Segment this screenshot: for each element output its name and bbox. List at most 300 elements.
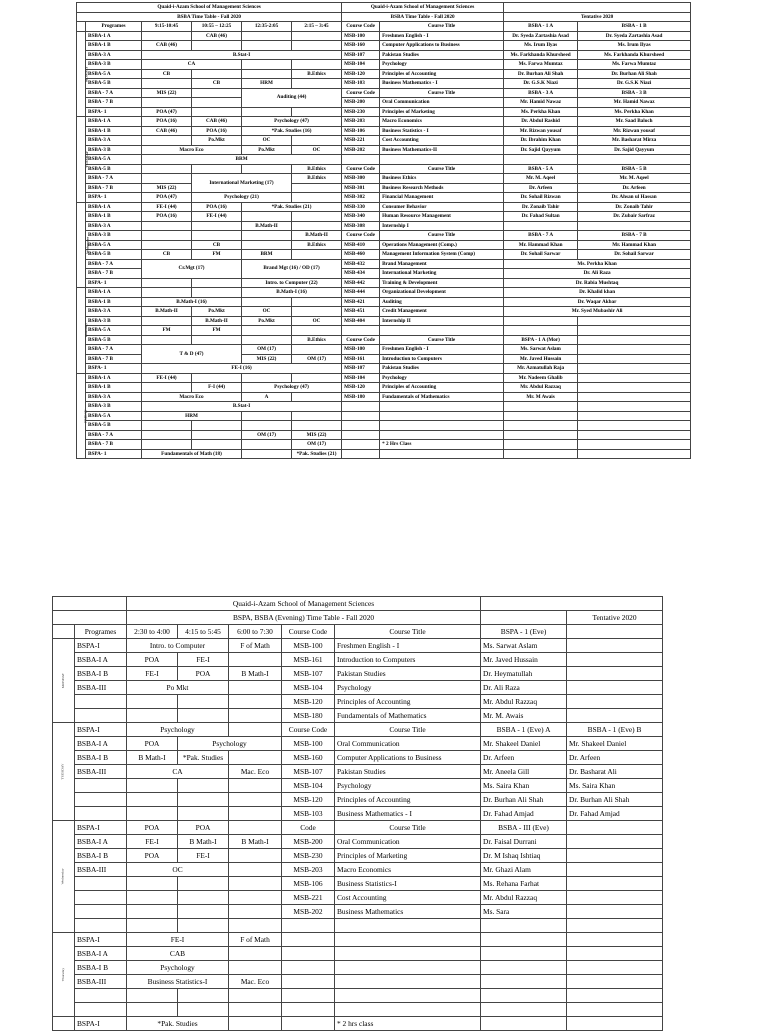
time-slot-header: 2:15 – 3:45: [292, 22, 342, 32]
class-cell: [242, 411, 292, 421]
course-title: Business Research Methods: [380, 183, 504, 193]
class-cell: [178, 1003, 229, 1017]
instructor: Dr. Waqar Akbar: [504, 297, 691, 307]
instructor: Mr. Shakeel Daniel: [481, 737, 567, 751]
class-cell: MIS (22): [142, 88, 192, 98]
course-title: Business Mathematics - I: [380, 79, 504, 89]
class-cell: [142, 278, 192, 288]
instructor: Mr. Syed Mubashir Ali: [504, 307, 691, 317]
instructor: Ms. Rehana Farhat: [481, 877, 567, 891]
class-cell: [229, 807, 282, 821]
instructor: [481, 947, 567, 961]
table-row: [77, 288, 691, 298]
class-cell: [229, 989, 282, 1003]
class-cell: [127, 793, 178, 807]
program-cell: BSBA-5 A: [86, 155, 142, 165]
course-code: Course Code: [342, 88, 380, 98]
class-cell: Po.Mkt: [192, 307, 242, 317]
table-row: [77, 345, 691, 355]
instructor: [578, 449, 691, 459]
instructor: Dr. Sohail Sarwar: [504, 250, 578, 260]
table-row: [53, 863, 663, 877]
class-cell: [229, 723, 282, 737]
class-cell: T & D (47): [142, 345, 242, 364]
time-slot-header: 10:55 – 12:25: [192, 22, 242, 32]
course-title: Oral Communication: [335, 737, 481, 751]
class-cell: [292, 79, 342, 89]
class-cell: Brand Mgt (16) / OD (17): [242, 259, 342, 278]
instructor: [567, 863, 663, 877]
course-title: Introduction to Computers: [335, 653, 481, 667]
program-cell: BSBA-1 A: [86, 31, 142, 41]
course-title: Oral Communication: [335, 835, 481, 849]
class-cell: [292, 373, 342, 383]
program-cell: BSBA-1 B: [86, 126, 142, 136]
course-title: Oral Communication: [380, 98, 504, 108]
instructor: Dr. Khalid khan: [504, 288, 691, 298]
course-code: [342, 440, 380, 450]
program-cell: BSPA- 1: [86, 278, 142, 288]
program-cell: [75, 891, 127, 905]
course-title: Cost Accounting: [335, 891, 481, 905]
course-title: Macro Economics: [380, 117, 504, 127]
table-row: [77, 326, 691, 336]
table-row: [77, 440, 691, 450]
class-cell: Po Mkt: [127, 681, 229, 695]
table-row: [77, 297, 691, 307]
class-cell: B.Ethics: [292, 240, 342, 250]
class-cell: [242, 240, 292, 250]
table-subtitle: BSPA, BSBA (Evening) Time Table - Fall 2020: [127, 611, 481, 625]
course-title: * 2 Hrs Class: [380, 440, 504, 450]
course-code: [342, 326, 380, 336]
course-header: BSBA - 1 A: [504, 22, 578, 32]
class-cell: [178, 877, 229, 891]
instructor: Ms. Perkha Khan: [504, 259, 691, 269]
class-cell: OM (17): [292, 440, 342, 450]
table-row: [53, 681, 663, 695]
table-row: [77, 193, 691, 203]
table-row: [77, 335, 691, 345]
table-row: [77, 278, 691, 288]
class-cell: [142, 174, 192, 184]
class-cell: [178, 709, 229, 723]
course-code: MSB-106: [282, 877, 335, 891]
table-row: [77, 383, 691, 393]
instructor: BSBA - III (Eve): [481, 821, 567, 835]
instructor: [578, 364, 691, 374]
class-cell: [292, 183, 342, 193]
table-row: [53, 737, 663, 751]
table-row: [77, 107, 691, 117]
day-label-text: Thursday: [84, 322, 89, 338]
class-cell: [229, 779, 282, 793]
class-cell: [178, 779, 229, 793]
program-cell: BSBA-3 A: [86, 307, 142, 317]
instructor: Mr. M. Awais: [481, 709, 567, 723]
program-cell: BSBA - 7 B: [86, 269, 142, 279]
class-cell: CB: [142, 69, 192, 79]
program-cell: BSBA-I A: [75, 835, 127, 849]
course-code: [282, 919, 335, 933]
table-row: [53, 1017, 663, 1031]
course-title: [335, 1003, 481, 1017]
course-code: MSB-221: [342, 136, 380, 146]
program-cell: BSBA-5 A: [86, 69, 142, 79]
class-cell: [229, 863, 282, 877]
instructor: Dr. Syeda Zartashia Asad: [578, 31, 691, 41]
class-cell: Macro Eco: [142, 145, 242, 155]
instructor: Mr. Abdul Razzaq: [504, 383, 578, 393]
evening-timetable: [52, 596, 663, 1031]
course-code: Code: [282, 821, 335, 835]
course-title: Business Mathematics: [335, 905, 481, 919]
class-cell: B Math-I: [127, 751, 178, 765]
table-row: [53, 821, 663, 835]
class-cell: FE-I (44): [142, 202, 192, 212]
class-cell: B.Math-II: [242, 221, 292, 231]
program-cell: BSBA - 7 A: [86, 430, 142, 440]
instructor: Dr. Burhan Ali Shah: [578, 69, 691, 79]
course-code: [342, 449, 380, 459]
course-title: Psychology: [335, 681, 481, 695]
table-row: [53, 667, 663, 681]
class-cell: [127, 695, 178, 709]
course-code: MSB-330: [342, 202, 380, 212]
program-cell: BSBA-I A: [75, 737, 127, 751]
class-cell: CAB: [127, 947, 229, 961]
program-cell: BSBA-1 A: [86, 202, 142, 212]
class-cell: Psychology (21): [192, 193, 292, 203]
course-code: MSB-404: [342, 316, 380, 326]
class-cell: POA: [178, 667, 229, 681]
course-title: Course Title: [380, 164, 504, 174]
course-title: Human Resource Management: [380, 212, 504, 222]
course-code: MSB-451: [342, 307, 380, 317]
table-row: [77, 392, 691, 402]
table-row: [53, 919, 663, 933]
instructor: Mr. Javed Hussain: [481, 653, 567, 667]
course-code: MSB-160: [282, 751, 335, 765]
instructor: Mr. Aneela Gill: [481, 765, 567, 779]
class-cell: Po.Mkt: [242, 145, 292, 155]
class-cell: [242, 326, 292, 336]
class-cell: [192, 221, 242, 231]
instructor: [567, 947, 663, 961]
class-cell: CAB (46): [192, 117, 242, 127]
course-title: Operations Management (Comp.): [380, 240, 504, 250]
course-code: MSB-180: [282, 709, 335, 723]
instructor: Dr. G.S.K Niazi: [578, 79, 691, 89]
program-cell: BSPA- 1: [86, 193, 142, 203]
course-code: Course Code: [342, 231, 380, 241]
day-label-text: Thursday: [60, 967, 65, 982]
class-cell: CAB (46): [142, 126, 192, 136]
course-code: MSB-120: [282, 695, 335, 709]
course-code: MSB-230: [282, 849, 335, 863]
class-cell: B Math-I: [229, 667, 282, 681]
column-header: 2:30 to 4:00: [127, 625, 178, 639]
instructor: [481, 975, 567, 989]
table-row: [77, 240, 691, 250]
class-cell: [242, 60, 292, 70]
class-cell: FE-I: [127, 667, 178, 681]
class-cell: [242, 69, 292, 79]
class-cell: [292, 136, 342, 146]
course-code: Course Code: [342, 335, 380, 345]
class-cell: [142, 221, 192, 231]
course-title: * 2 hrs class: [335, 1017, 481, 1031]
instructor: Dr. Arfeen: [567, 751, 663, 765]
class-cell: [292, 212, 342, 222]
class-cell: Psychology: [127, 723, 229, 737]
instructor: [578, 354, 691, 364]
column-header: Course Title: [335, 625, 481, 639]
course-title: Psychology: [335, 779, 481, 793]
instructor: Dr. Sohail Sarwar: [578, 250, 691, 260]
instructor: BSBA - 7 B: [578, 231, 691, 241]
program-cell: BSBA-5 B: [86, 335, 142, 345]
instructor: Mr. M Awais: [504, 392, 578, 402]
instructor: BSBA - 3 B: [578, 88, 691, 98]
instructor: Dr. Burhan Ali Shah: [481, 793, 567, 807]
class-cell: [242, 107, 292, 117]
course-code: [282, 1003, 335, 1017]
class-cell: [142, 316, 192, 326]
class-cell: *Pak. Studies: [127, 1017, 229, 1031]
class-cell: FE-I: [178, 653, 229, 667]
class-cell: [127, 905, 178, 919]
course-code: MSB-120: [282, 793, 335, 807]
instructor: Ms. Saira Khan: [567, 779, 663, 793]
class-cell: [142, 335, 192, 345]
table-row: [77, 31, 691, 41]
table-row: [53, 779, 663, 793]
class-cell: [292, 107, 342, 117]
class-cell: B.Math-II: [292, 231, 342, 241]
program-cell: BSPA- 1: [86, 364, 142, 374]
day-label: [77, 202, 90, 288]
class-cell: [242, 41, 292, 51]
class-cell: [229, 961, 282, 975]
course-code: [342, 430, 380, 440]
program-cell: [75, 877, 127, 891]
class-cell: [178, 695, 229, 709]
class-cell: Macro Eco: [142, 392, 242, 402]
class-cell: [242, 335, 292, 345]
class-cell: FE-I (44): [192, 212, 242, 222]
instructor: [578, 155, 691, 165]
class-cell: [229, 849, 282, 863]
table-row: [77, 316, 691, 326]
course-header: BSBA - 1 B: [578, 22, 691, 32]
class-cell: [127, 891, 178, 905]
class-cell: [142, 240, 192, 250]
class-cell: [229, 709, 282, 723]
instructor: Dr. Burhan Ali Shah: [567, 793, 663, 807]
class-cell: Po.Mkt: [242, 316, 292, 326]
course-code: MSB-421: [342, 297, 380, 307]
instructor: Mr. Hammad Khan: [578, 240, 691, 250]
course-code: MSB-308: [342, 221, 380, 231]
class-cell: [142, 288, 192, 298]
class-cell: F of Math: [229, 639, 282, 653]
class-cell: FE-I (44): [142, 373, 192, 383]
class-cell: [192, 440, 242, 450]
instructor: [504, 411, 578, 421]
course-code: MSB-107: [282, 765, 335, 779]
class-cell: [192, 278, 242, 288]
program-cell: [75, 919, 127, 933]
course-title: Internship II: [380, 316, 504, 326]
program-cell: BSPA- 1: [86, 449, 142, 459]
course-title: Brand Management: [380, 259, 504, 269]
table-row: [77, 155, 691, 165]
instructor: [567, 975, 663, 989]
course-title: Computer Applications to Business: [335, 751, 481, 765]
table-row: [77, 202, 691, 212]
program-cell: BSBA-5 A: [86, 326, 142, 336]
course-title: [335, 961, 481, 975]
class-cell: OM (17): [242, 345, 292, 355]
instructor: [504, 155, 578, 165]
course-code: MSB-203: [282, 863, 335, 877]
day-timetable: [76, 2, 691, 459]
instructor: BSBA - 5 A: [504, 164, 578, 174]
course-title: Business Ethics: [380, 174, 504, 184]
instructor: [567, 919, 663, 933]
class-cell: OC: [127, 863, 229, 877]
instructor: Mr. M. Aqeel: [504, 174, 578, 184]
course-title: [335, 989, 481, 1003]
class-cell: POA (16): [192, 126, 242, 136]
class-cell: CB: [142, 250, 192, 260]
instructor: Dr. Sajid Qayyum: [578, 145, 691, 155]
class-cell: [142, 383, 192, 393]
class-cell: Fundamentals of Math (18): [142, 449, 242, 459]
course-title: Computer Applications to Business: [380, 41, 504, 51]
course-title: Course Title: [380, 231, 504, 241]
course-title: [335, 947, 481, 961]
table-row: [53, 975, 663, 989]
instructor: Ms. Farkhanda Khursheed: [504, 50, 578, 60]
table-row: [53, 905, 663, 919]
course-code: MSB-221: [282, 891, 335, 905]
instructor: [504, 430, 578, 440]
instructor: Ms. Farwa Mumtaz: [504, 60, 578, 70]
class-cell: [178, 891, 229, 905]
class-cell: [292, 250, 342, 260]
instructor: BSBA - 7 A: [504, 231, 578, 241]
course-code: MSB-340: [342, 212, 380, 222]
table-cell: [504, 3, 691, 13]
instructor: Dr. Heymatullah: [481, 667, 567, 681]
course-title: [380, 430, 504, 440]
program-cell: BSBA-I B: [75, 751, 127, 765]
class-cell: CAB (46): [192, 31, 242, 41]
instructor: [504, 316, 578, 326]
course-title: Freshmen English - I: [380, 345, 504, 355]
course-title: [380, 449, 504, 459]
class-cell: [242, 440, 292, 450]
program-cell: BSBA-1 B: [86, 212, 142, 222]
class-cell: [142, 31, 192, 41]
instructor: [578, 411, 691, 421]
course-title: Freshmen English - I: [380, 31, 504, 41]
instructor: Dr. Fahad Sultan: [504, 212, 578, 222]
program-cell: BSBA-3 B: [86, 316, 142, 326]
program-cell: BSBA-5 B: [86, 421, 142, 431]
class-cell: Intro. to Computer: [127, 639, 229, 653]
class-cell: [192, 373, 242, 383]
course-code: MSB-202: [342, 145, 380, 155]
program-cell: BSBA-3 B: [86, 402, 142, 412]
class-cell: POA: [127, 821, 178, 835]
table-row: [77, 250, 691, 260]
instructor: Mr. Abdul Razzaq: [481, 695, 567, 709]
table-row: [77, 164, 691, 174]
instructor: Dr. Ahsan ul Hassan: [578, 193, 691, 203]
class-cell: B.Ethics: [292, 69, 342, 79]
instructor: [578, 383, 691, 393]
course-code: MSB-444: [342, 288, 380, 298]
class-cell: [142, 98, 192, 108]
class-cell: [229, 681, 282, 695]
class-cell: POA (16): [192, 202, 242, 212]
class-cell: [127, 779, 178, 793]
class-cell: [127, 709, 178, 723]
course-title: Macro Economics: [335, 863, 481, 877]
program-cell: BSBA - 7 A: [86, 345, 142, 355]
class-cell: [192, 41, 242, 51]
class-cell: [242, 231, 292, 241]
instructor: [578, 326, 691, 336]
day-label: [77, 31, 89, 117]
class-cell: [192, 107, 242, 117]
course-code: MSB-434: [342, 269, 380, 279]
class-cell: CA: [142, 60, 242, 70]
instructor: [578, 430, 691, 440]
instructor: [567, 667, 663, 681]
table-cell: [53, 611, 127, 625]
program-cell: BSPA-I: [75, 639, 127, 653]
program-cell: BSBA-3 B: [86, 60, 142, 70]
instructor: Dr. Arfeen: [481, 751, 567, 765]
class-cell: [142, 231, 192, 241]
class-cell: [292, 421, 342, 431]
class-cell: [292, 193, 342, 203]
table-row: [77, 307, 691, 317]
table-row: [77, 88, 691, 98]
course-title: Course Title: [335, 723, 481, 737]
course-title: Pakistan Studies: [335, 765, 481, 779]
program-cell: BSPA-I: [75, 1017, 127, 1031]
class-cell: [192, 88, 242, 98]
course-title: Pakistan Studies: [380, 364, 504, 374]
course-title: [335, 933, 481, 947]
class-cell: [292, 31, 342, 41]
course-title: Auditing: [380, 297, 504, 307]
class-cell: [292, 392, 342, 402]
course-code: MSB-230: [342, 107, 380, 117]
instructor: [567, 821, 663, 835]
class-cell: POA: [127, 653, 178, 667]
class-cell: B.Math-II: [142, 307, 192, 317]
class-cell: [192, 430, 242, 440]
class-cell: [229, 919, 282, 933]
instructor: Dr. G.S.K Niazi: [504, 79, 578, 89]
instructor: Dr. Fahad Amjad: [481, 807, 567, 821]
